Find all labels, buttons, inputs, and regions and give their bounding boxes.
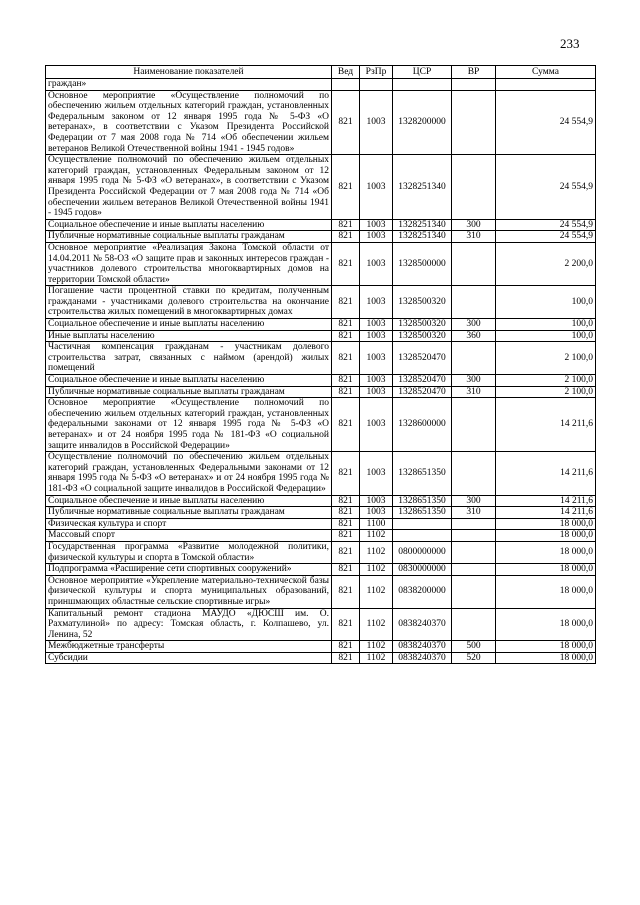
cell-vr (452, 242, 496, 285)
cell-rzpr: 1003 (360, 342, 393, 375)
cell-csr: 1328200000 (393, 90, 452, 155)
cell-rzpr: 1102 (360, 530, 393, 542)
header-sum: Сумма (496, 66, 596, 79)
table-row (46, 330, 596, 342)
cell-sum: 100,0 (496, 286, 596, 319)
cell-csr (393, 530, 452, 542)
cell-ved: 821 (332, 564, 360, 576)
cell-ved: 821 (332, 608, 360, 641)
cell-ved: 821 (332, 342, 360, 375)
table-row (46, 641, 596, 653)
cell-name: Государственная программа «Развитие молодежной политики, физической культуры и спорта в Томской области» (46, 541, 332, 563)
cell-sum: 24 554,9 (496, 90, 596, 155)
cell-rzpr: 1100 (360, 518, 393, 530)
cell-vr (452, 530, 496, 542)
cell-ved: 821 (332, 286, 360, 319)
cell-vr: 310 (452, 231, 496, 243)
header-vr: ВР (452, 66, 496, 79)
cell-vr (452, 541, 496, 563)
cell-rzpr: 1003 (360, 386, 393, 398)
cell-vr: 300 (452, 495, 496, 507)
cell-name: Основное мероприятие «Осуществление полномочий по обеспечению жильем отдельных категорий граждан, установленных федеральными законами от 12 января 1995 года № 5-ФЗ «О ветеранах» и от 24 ноября 1995 года № 181-ФЗ «О социальной защите инвалидов в Российской Федерации» (46, 398, 332, 452)
cell-sum: 18 000,0 (496, 518, 596, 530)
cell-ved: 821 (332, 155, 360, 220)
cell-name: граждан» (46, 79, 332, 91)
table-row (46, 155, 596, 220)
cell-sum: 24 554,9 (496, 231, 596, 243)
cell-rzpr: 1102 (360, 541, 393, 563)
cell-vr (452, 79, 496, 91)
budget-table (45, 65, 596, 664)
table-row (46, 398, 596, 452)
cell-sum (496, 79, 596, 91)
table-row (46, 242, 596, 285)
cell-csr: 1328251340 (393, 231, 452, 243)
cell-sum: 24 554,9 (496, 155, 596, 220)
cell-ved: 821 (332, 90, 360, 155)
header-name: Наименование показателей (46, 66, 332, 79)
cell-csr: 0830000000 (393, 564, 452, 576)
header-ved: Вед (332, 66, 360, 79)
cell-sum: 18 000,0 (496, 530, 596, 542)
cell-name: Физическая культура и спорт (46, 518, 332, 530)
cell-rzpr: 1003 (360, 507, 393, 519)
header-rzpr: РзПр (360, 66, 393, 79)
cell-name: Осуществление полномочий по обеспечению жильем отдельных категорий граждан, установленных Федеральным законом от 12 января 1995 года № 5-ФЗ «О ветеранах», в соответствии с Указом Президента Российской Федерации от 7 мая 2008 года № 714 «Об обеспечении жильем ветеранов Великой Отечественной войны 1941 - 1945 годов» (46, 155, 332, 220)
cell-vr (452, 342, 496, 375)
cell-ved: 821 (332, 452, 360, 495)
cell-sum: 18 000,0 (496, 652, 596, 664)
cell-vr: 520 (452, 652, 496, 664)
cell-vr (452, 518, 496, 530)
cell-rzpr: 1102 (360, 564, 393, 576)
cell-sum: 18 000,0 (496, 575, 596, 608)
cell-csr: 1328251340 (393, 155, 452, 220)
cell-csr: 1328651350 (393, 495, 452, 507)
cell-rzpr: 1102 (360, 575, 393, 608)
table-row (46, 452, 596, 495)
table-row (46, 231, 596, 243)
table-row (46, 541, 596, 563)
cell-sum: 14 211,6 (496, 398, 596, 452)
cell-rzpr: 1102 (360, 641, 393, 653)
cell-vr (452, 608, 496, 641)
cell-sum: 18 000,0 (496, 564, 596, 576)
cell-ved: 821 (332, 242, 360, 285)
cell-rzpr: 1003 (360, 398, 393, 452)
table-row (46, 386, 596, 398)
cell-name: Подпрограмма «Расширение сети спортивных сооружений» (46, 564, 332, 576)
cell-ved: 821 (332, 219, 360, 231)
cell-csr: 0838240370 (393, 608, 452, 641)
table-row (46, 530, 596, 542)
cell-vr (452, 575, 496, 608)
table-row (46, 286, 596, 319)
cell-ved: 821 (332, 386, 360, 398)
cell-csr: 1328500320 (393, 330, 452, 342)
table-row (46, 90, 596, 155)
cell-sum: 14 211,6 (496, 452, 596, 495)
cell-name: Социальное обеспечение и иные выплаты населению (46, 319, 332, 331)
cell-sum: 2 200,0 (496, 242, 596, 285)
table-row (46, 652, 596, 664)
cell-sum: 18 000,0 (496, 608, 596, 641)
cell-vr (452, 90, 496, 155)
cell-ved: 821 (332, 330, 360, 342)
cell-name: Публичные нормативные социальные выплаты гражданам (46, 231, 332, 243)
table-row (46, 575, 596, 608)
cell-ved: 821 (332, 319, 360, 331)
cell-rzpr: 1003 (360, 90, 393, 155)
cell-ved: 821 (332, 530, 360, 542)
cell-vr (452, 286, 496, 319)
cell-vr: 300 (452, 319, 496, 331)
cell-csr: 1328500320 (393, 286, 452, 319)
cell-vr: 300 (452, 375, 496, 387)
cell-name: Публичные нормативные социальные выплаты гражданам (46, 507, 332, 519)
cell-rzpr: 1003 (360, 452, 393, 495)
cell-csr: 1328500320 (393, 319, 452, 331)
cell-name: Частичная компенсация гражданам - участникам долевого строительства затрат, связанных с наймом (арендой) жилых помещений (46, 342, 332, 375)
cell-sum: 14 211,6 (496, 507, 596, 519)
cell-name: Публичные нормативные социальные выплаты гражданам (46, 386, 332, 398)
cell-rzpr: 1003 (360, 231, 393, 243)
cell-ved: 821 (332, 398, 360, 452)
cell-sum: 18 000,0 (496, 541, 596, 563)
cell-csr: 1328500000 (393, 242, 452, 285)
cell-vr: 500 (452, 641, 496, 653)
cell-ved: 821 (332, 518, 360, 530)
cell-rzpr: 1003 (360, 242, 393, 285)
cell-ved: 821 (332, 652, 360, 664)
cell-rzpr (360, 79, 393, 91)
cell-sum: 100,0 (496, 319, 596, 331)
cell-name: Массовый спорт (46, 530, 332, 542)
table-row (46, 495, 596, 507)
cell-ved: 821 (332, 541, 360, 563)
cell-csr: 1328651350 (393, 507, 452, 519)
cell-vr: 300 (452, 219, 496, 231)
cell-csr (393, 518, 452, 530)
cell-csr: 1328600000 (393, 398, 452, 452)
cell-name: Капитальный ремонт стадиона МАУДО «ДЮСШ им. О. Рахматулиной» по адресу: Томская область, г. Колпашево, ул. Ленина, 52 (46, 608, 332, 641)
cell-name: Основное мероприятие «Реализация Закона Томской области от 14.04.2011 № 58-ОЗ «О защите прав и законных интересов граждан - участников долевого строительства многоквартирных домов на территории Томской области» (46, 242, 332, 285)
cell-vr: 310 (452, 507, 496, 519)
cell-ved: 821 (332, 507, 360, 519)
cell-rzpr: 1003 (360, 286, 393, 319)
cell-rzpr: 1003 (360, 495, 393, 507)
cell-rzpr: 1003 (360, 155, 393, 220)
cell-vr: 360 (452, 330, 496, 342)
cell-ved: 821 (332, 641, 360, 653)
table-row (46, 518, 596, 530)
cell-name: Осуществление полномочий по обеспечению жильем отдельных категорий граждан, установленных Федеральными законами от 12 января 1995 года № 5-ФЗ «О ветеранах» и от 24 ноября 1995 года № 181-ФЗ «О социальной защите инвалидов в Российской Федерации» (46, 452, 332, 495)
cell-vr (452, 564, 496, 576)
cell-name: Социальное обеспечение и иные выплаты населению (46, 495, 332, 507)
cell-rzpr: 1102 (360, 652, 393, 664)
cell-ved: 821 (332, 231, 360, 243)
table-row (46, 608, 596, 641)
table-row (46, 79, 596, 91)
cell-name: Основное мероприятие «Укрепление материально-технической базы физической культуры и спорта муниципальных образований, приншмающих областные сельские спортивные игры» (46, 575, 332, 608)
cell-csr: 1328520470 (393, 386, 452, 398)
cell-csr: 0838240370 (393, 641, 452, 653)
cell-name: Субсидии (46, 652, 332, 664)
header-csr: ЦСР (393, 66, 452, 79)
table-header-row (46, 66, 596, 79)
table-row (46, 219, 596, 231)
cell-csr: 0838240370 (393, 652, 452, 664)
cell-sum: 2 100,0 (496, 375, 596, 387)
cell-csr: 1328251340 (393, 219, 452, 231)
cell-rzpr: 1003 (360, 375, 393, 387)
table-row (46, 342, 596, 375)
cell-sum: 24 554,9 (496, 219, 596, 231)
cell-name: Иные выплаты населению (46, 330, 332, 342)
page-number: 233 (560, 36, 580, 51)
cell-sum: 18 000,0 (496, 641, 596, 653)
cell-ved: 821 (332, 575, 360, 608)
cell-name: Основное мероприятие «Осуществление полномочий по обеспечению жильем отдельных категорий граждан, установленных Федеральным законом от 12 января 1995 года № 5-ФЗ «О ветеранах», в соответствии с Указом Президента Российской Федерации от 7 мая 2008 года № 714 «Об обеспечении жильем ветеранов Великой Отечественной войны 1941 - 1945 годов» (46, 90, 332, 155)
cell-ved: 821 (332, 375, 360, 387)
cell-rzpr: 1003 (360, 319, 393, 331)
cell-name: Социальное обеспечение и иные выплаты населению (46, 375, 332, 387)
cell-csr: 1328520470 (393, 375, 452, 387)
cell-csr (393, 79, 452, 91)
cell-rzpr: 1102 (360, 608, 393, 641)
cell-vr (452, 398, 496, 452)
cell-sum: 2 100,0 (496, 386, 596, 398)
cell-csr: 0838200000 (393, 575, 452, 608)
table-row (46, 319, 596, 331)
cell-name: Социальное обеспечение и иные выплаты населению (46, 219, 332, 231)
cell-csr: 0800000000 (393, 541, 452, 563)
table-row (46, 375, 596, 387)
cell-sum: 14 211,6 (496, 495, 596, 507)
cell-sum: 2 100,0 (496, 342, 596, 375)
cell-vr: 310 (452, 386, 496, 398)
cell-rzpr: 1003 (360, 219, 393, 231)
cell-name: Погашение части процентной ставки по кредитам, полученным гражданами - участниками долевого строительства на окончание строительства жилых помещений в многоквартирных домах (46, 286, 332, 319)
cell-csr: 1328651350 (393, 452, 452, 495)
cell-name: Межбюджетные трансферты (46, 641, 332, 653)
cell-ved (332, 79, 360, 91)
table-row (46, 564, 596, 576)
cell-rzpr: 1003 (360, 330, 393, 342)
cell-ved: 821 (332, 495, 360, 507)
cell-vr (452, 155, 496, 220)
cell-csr: 1328520470 (393, 342, 452, 375)
cell-vr (452, 452, 496, 495)
table-row (46, 507, 596, 519)
cell-sum: 100,0 (496, 330, 596, 342)
